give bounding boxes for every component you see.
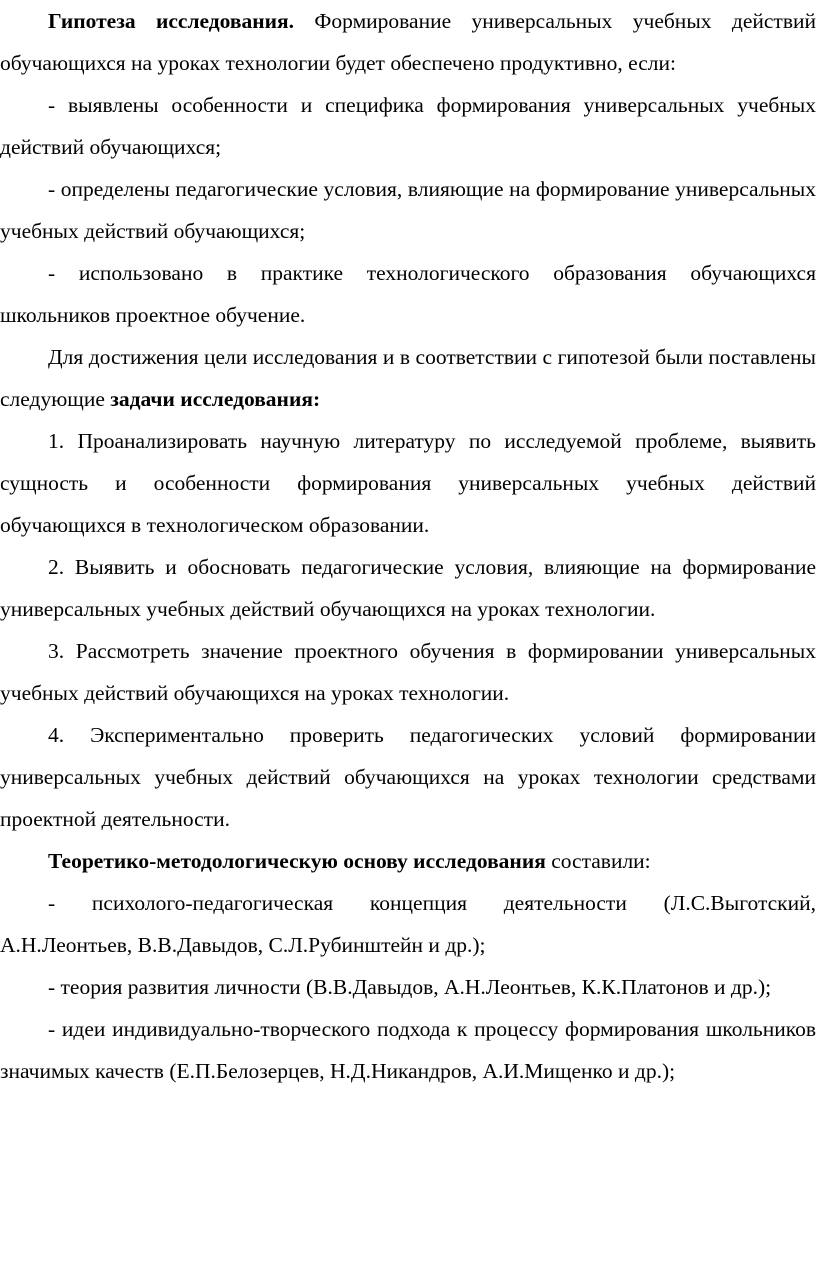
hypothesis-item: - использовано в практике технологического образования обучающихся школьников проектное обучение. (0, 261, 816, 327)
tasks-heading: задачи исследования: (110, 387, 321, 411)
theory-item: - теория развития личности (В.В.Давыдов, А.Н.Леонтьев, К.К.Платонов и др.); (48, 975, 772, 999)
tasks-intro-text: Для достижения цели исследования и в соответствии с гипотезой были поставлены следующие (0, 345, 816, 411)
task-item: 4. Экспериментально проверить педагогических условий формировании универсальных учебных действий обучающихся на уроках технологии средствами проектной деятельности. (0, 723, 816, 831)
theory-paragraph (0, 840, 816, 882)
hypothesis-text: Формирование универсальных учебных действий обучающихся на уроках технологии будет обеспечено продуктивно, если: (0, 9, 816, 75)
task-item: 2. Выявить и обосновать педагогические условия, влияющие на формирование универсальных учебных действий обучающихся на уроках технологии. (0, 555, 816, 621)
tasks-intro-paragraph (0, 336, 816, 420)
theory-heading: Теоретико-методологическую основу исследования (48, 849, 546, 873)
hypothesis-paragraph (0, 0, 816, 84)
hypothesis-heading: Гипотеза исследования. (48, 9, 295, 33)
theory-text: составили: (545, 849, 651, 873)
hypothesis-item: - определены педагогические условия, влияющие на формирование универсальных учебных действий обучающихся; (0, 177, 816, 243)
hypothesis-item: - выявлены особенности и специфика формирования универсальных учебных действий обучающихся; (0, 93, 816, 159)
task-item: 3. Рассмотреть значение проектного обучения в формировании универсальных учебных действий обучающихся на уроках технологии. (0, 639, 816, 705)
theory-item: - психолого-педагогическая концепция деятельности (Л.С.Выготский, А.Н.Леонтьев, В.В.Давыдов, С.Л.Рубинштейн и др.); (0, 891, 816, 957)
task-item: 1. Проанализировать научную литературу по исследуемой проблеме, выявить сущность и особенности формирования универсальных учебных действий обучающихся в технологическом образовании. (0, 429, 816, 537)
theory-item: - идеи индивидуально-творческого подхода к процессу формирования школьников значимых качеств (Е.П.Белозерцев, Н.Д.Никандров, А.И.Мищенко и др.); (0, 1017, 816, 1083)
